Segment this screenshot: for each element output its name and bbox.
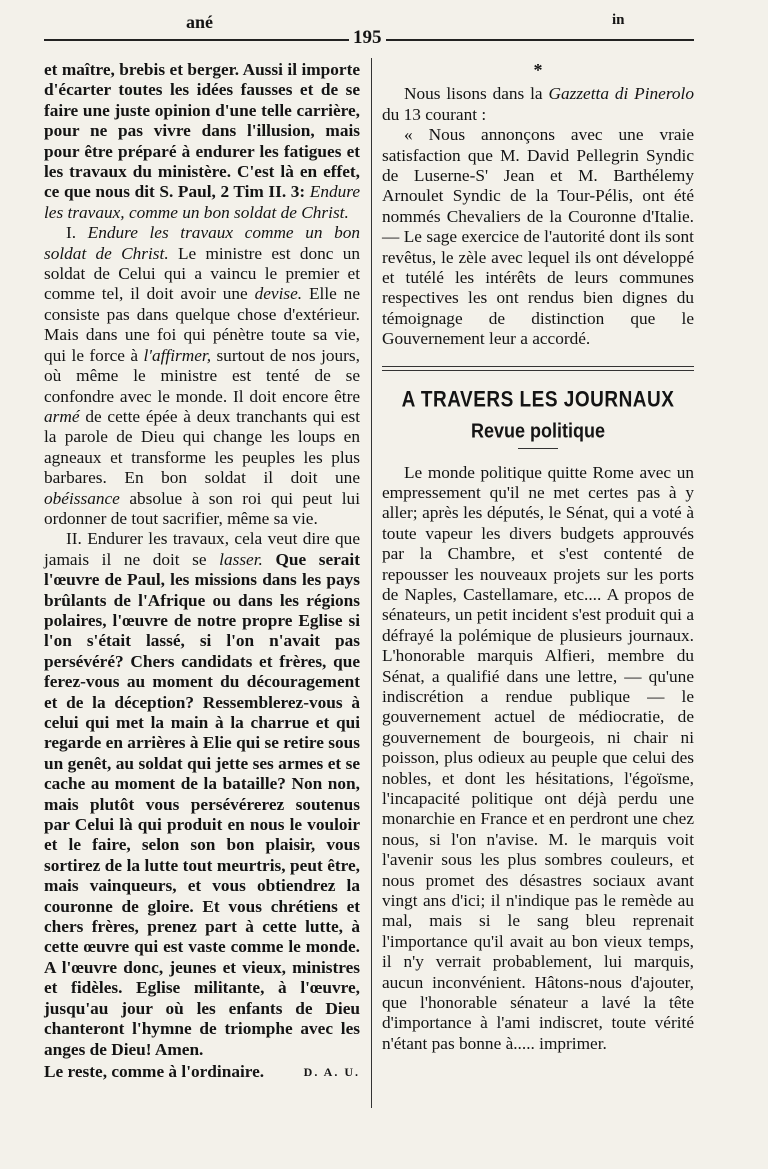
paragraph-intro xyxy=(44,60,360,223)
running-head-right: in xyxy=(612,12,625,28)
paragraph-point-one xyxy=(44,223,360,529)
section-divider xyxy=(382,366,694,371)
running-head-left: ané xyxy=(186,12,213,32)
subtitle-rule xyxy=(518,448,558,449)
left-column xyxy=(44,60,360,1082)
column-divider xyxy=(371,58,372,1108)
point-one-devise: devise. xyxy=(254,284,303,304)
point-one-heading: Endure les travaux comme un bon soldat de Christ. xyxy=(44,223,360,263)
paragraph-point-two xyxy=(44,529,360,1060)
intro-text: et maître, brebis et berger. Aussi il importe d'écarter toutes les idées fausses et de se faire une juste opinion d'une telle carrière, pour ne pas vivre dans l'illusion, mais pour être préparé à endurer les fatigues et les travaux du ministère. C'est là en effet, ce que nous dit S. Paul, 2 Tim II. 3: xyxy=(44,60,360,202)
gazette-name: Gazzetta di Pinerolo xyxy=(548,84,694,104)
star-separator: * xyxy=(533,60,543,80)
point-one-text-e: absolue à son roi qui peut lui ordonner de tout sacrifier, même sa vie. xyxy=(44,488,360,528)
gazette-intro-text: Nous lisons dans la xyxy=(404,84,543,104)
scripture-quote: Endure les travaux, comme un bon soldat de Christ. xyxy=(44,182,360,222)
section-subtitle: Revue politique xyxy=(470,419,605,443)
gazette-quote: « Nous annonçons avec une vraie satisfaction que M. David Pellegrin Syndic de Luserne-S' Jean et M. Barthélemy Arnoulet Syndic de la Tour-Pélis, ont été nommés Chevaliers de la Couronne d'Italie. — Le sage exercice de l'autorité dont ils sont revêtus, le zèle avec lequel ils ont développé et tutélé les intérêts de leurs communes respectives les ont rendus bien dignes du témoignage de distinction que le Gouvernement leur a accordé. xyxy=(382,125,694,349)
point-one-text-b: Elle ne consiste pas dans quelque chose d'extérieur. Mais dans une foi qui pénètre toute sa vie, qui le force à xyxy=(44,284,360,365)
signature: D. A. U. xyxy=(303,1064,360,1079)
point-one-text-a: Le ministre est donc un soldat de Celui qui a vaincu le premier et comme tel, il doit avoir une xyxy=(44,243,360,304)
point-one-text-c: surtout de nos jours, où même le ministre est tenté de se confondre avec le monde. Il doit encore être xyxy=(44,345,360,406)
point-two-text-a: II. Endurer les travaux, cela veut dire que jamais il ne doit se xyxy=(44,529,360,569)
gazette-intro xyxy=(382,84,694,125)
point-two-lasser: lasser. xyxy=(219,549,263,569)
footer-line xyxy=(44,1062,360,1082)
political-review-body: Le monde politique quitte Rome avec un empressement qu'il ne met certes pas à y aller; après les députés, le Sénat, qui a voté à toute vapeur les divers budgets approuvés par la Chambre, et s'est contenté de repousser les nouveaux projets sur les ports de Naples, Castellamare, etc.... A propos de sénateurs, un petit incident s'est produit qui a défrayé la polémique de plusieurs journaux. L'honorable marquis Alfieri, membre du Sénat, a qualifié dans une lettre, — qu'une indiscrétion a rendue publique — le gouvernement actuel de médiocratie, de gouvernement de bourgeois, ni chair ni poisson, plus odieux au peuple que celui des nobles, et dont les hésitations, l'égoïsme, l'incapacité politique ont déjà perdu une monarchie en France et en perdront une chez nous, si l'on n'avise. M. le marquis voit l'avenir sous les plus sombres couleurs, et nous promet des désastres sociaux avant vingt ans d'ici; il n'indique pas le remède au mal, mais si le sang bleu reprenait l'importance qu'il avait au bon vieux temps, il n'y verrait probablement, lui marquis, aucun inconvénient. Hâtons-nous d'ajouter, que l'honorable sénateur a lavé la tête d'importance à l'ami indiscret, toute vérité n'étant pas bonne à..... imprimer. xyxy=(382,462,694,1053)
page-number: 195 xyxy=(349,27,386,49)
point-one-affirmer: l'affirmer, xyxy=(143,345,212,365)
section-title: A TRAVERS LES JOURNAUX xyxy=(401,388,675,413)
point-one-arme: armé xyxy=(44,406,80,426)
point-two-text-b: Que serait l'œuvre de Paul, les missions dans les pays brûlants de l'Afrique ou dans les régions polaires, l'œuvre de notre propre Eglise si l'on s'était lassé, si l'on n'avait pas persévéré? Chers candidats et frères, que ferez-vous au moment du découragement et de la déception? Ressemblerez-vous à celui qui met la main à la charrue et qui regarde en arrières à Elie qui se retire sous un genêt, au soldat qui jette ses armes et se cache au moment de la bataille? Non non, mais plutôt vous persévérerez soutenus par Celui là qui produit en nous le vouloir et le faire, selon son bon plaisir, vous sortirez de la lutte tout meurtris, peut être, mais vainqueurs, et vous obtiendrez la couronne de gloire. Et vous chrétiens et chers frères, prenez part à cette lutte, à cette œuvre qui est vaste comme le monde. A l'œuvre donc, jeunes et vieux, ministres et fidèles. Eglise militante, à l'œuvre, jusqu'au jour où les enfants de Dieu chanteront l'hymne de triomphe avec les anges de Dieu! Amen. xyxy=(44,549,360,1059)
right-column xyxy=(382,60,694,1054)
gazette-date: du 13 courant : xyxy=(382,104,487,124)
point-one-obeissance: obéissance xyxy=(44,488,120,508)
point-one-numeral: I. xyxy=(66,223,77,243)
point-one-text-d: de cette épée à deux tranchants qui est la parole de Dieu qui change les loups en agneaux et transforme les peuples les plus barbares. En bon soldat il doit une xyxy=(44,406,360,488)
footer-text: Le reste, comme à l'ordinaire. xyxy=(44,1061,265,1081)
